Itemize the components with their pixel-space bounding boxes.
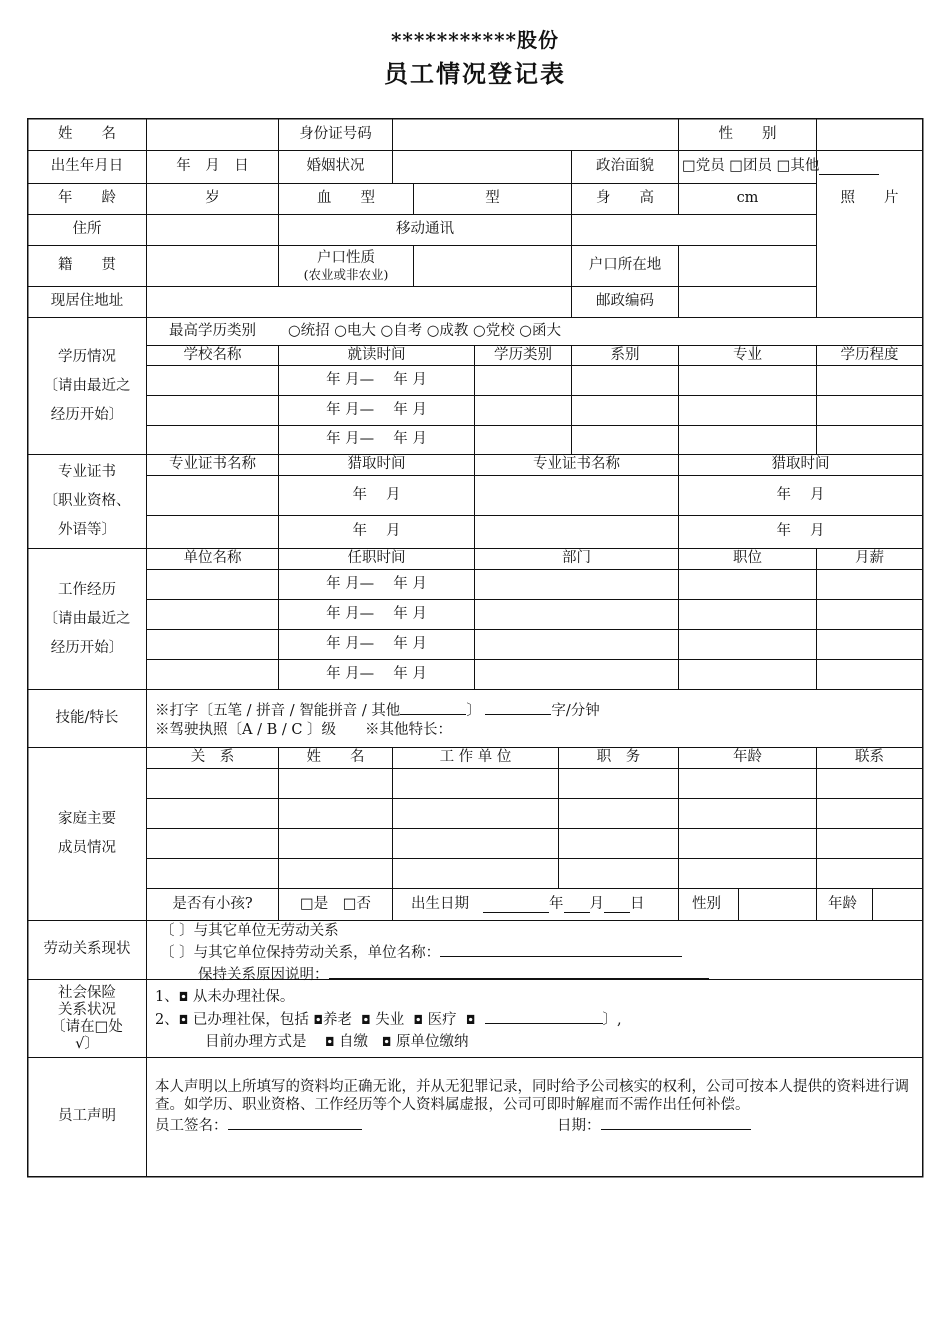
work-section-label bbox=[28, 549, 146, 689]
company-title: ***********股份 bbox=[390, 28, 560, 52]
edu-header-level: 学历程度 bbox=[840, 346, 899, 363]
mobile-field[interactable] bbox=[572, 215, 816, 245]
edu-period-1[interactable]: 年 月— 年 月 bbox=[326, 371, 427, 388]
social-done-text: 已办理社保，包括 bbox=[192, 1012, 309, 1029]
social-label-line3: 〔请在□处 bbox=[51, 1018, 123, 1035]
residence-field[interactable] bbox=[147, 215, 278, 245]
social-line-done[interactable] bbox=[155, 1008, 622, 1031]
cert-header-date-1: 猎取时间 bbox=[347, 456, 406, 473]
child-birth-day-blank[interactable] bbox=[604, 896, 630, 912]
cert-header-name-2: 专业证书名称 bbox=[533, 456, 620, 473]
education-label-line1: 学历情况 bbox=[58, 348, 116, 365]
education-label-line2: 〔请由最近之 bbox=[43, 377, 131, 394]
edu-header-department: 系别 bbox=[610, 346, 640, 363]
signature-label: 员工签名： bbox=[155, 1118, 228, 1135]
cert-date-4[interactable]: 年 月 bbox=[776, 523, 825, 540]
work-header-salary: 月薪 bbox=[855, 550, 884, 567]
typing-speed-blank[interactable] bbox=[485, 699, 551, 715]
child-birth-year-blank[interactable] bbox=[483, 896, 549, 912]
signature-line bbox=[155, 1114, 917, 1135]
marital-status-label: 婚姻状况 bbox=[306, 158, 365, 175]
typing-speed-unit: 字/分钟 bbox=[551, 703, 600, 720]
political-options-text: □党员 □团员 □其他 bbox=[682, 158, 820, 175]
education-section-label bbox=[28, 318, 146, 454]
family-label-line2: 成员情况 bbox=[58, 840, 116, 856]
edu-header-degree-type: 学历类别 bbox=[494, 346, 552, 363]
family-header-age: 年龄 bbox=[733, 749, 762, 766]
family-header-title: 职 务 bbox=[596, 749, 641, 766]
day-text: 日 bbox=[630, 895, 645, 912]
residence-label: 住所 bbox=[72, 221, 102, 238]
declaration-text: 本人声明以上所填写的资料均正确无讹，并从无犯罪记录，同时给予公司核实的权利，公司可按本人提供的资料进行调查。如学历、职业资格、工作经历等个人资料属虚报，公司可即时解雇而不需作出任何补偿。 bbox=[155, 1079, 909, 1113]
highest-degree-type-label: 最高学历类别 bbox=[169, 322, 256, 339]
hukou-location-field[interactable] bbox=[679, 246, 816, 286]
cert-label-line1: 专业证书 bbox=[58, 464, 116, 480]
social-label-line1: 社会保险 bbox=[58, 984, 116, 1001]
declaration-content bbox=[155, 1078, 917, 1168]
work-period-3[interactable]: 年 月— 年 月 bbox=[326, 635, 427, 652]
photo-box[interactable] bbox=[817, 214, 922, 317]
native-place-field[interactable] bbox=[147, 246, 278, 286]
has-child-options[interactable]: □是 □否 bbox=[300, 895, 371, 912]
political-other-blank[interactable] bbox=[819, 159, 879, 175]
child-birth-label: 出生日期 bbox=[411, 895, 469, 912]
edu-header-period: 就读时间 bbox=[347, 346, 406, 363]
labor-relation-label: 劳动关系现状 bbox=[43, 941, 131, 958]
social-line-method[interactable] bbox=[155, 1031, 468, 1053]
cert-date-1[interactable]: 年 月 bbox=[352, 486, 401, 503]
hukou-type-field[interactable] bbox=[414, 246, 571, 286]
age-field[interactable]: 岁 bbox=[205, 190, 220, 207]
labor-company-blank[interactable] bbox=[440, 941, 682, 957]
birth-label: 出生年月日 bbox=[50, 158, 124, 175]
social-label-line4: √〕 bbox=[75, 1035, 99, 1052]
mobile-label: 移动通讯 bbox=[396, 221, 454, 238]
date-label: 日期： bbox=[557, 1118, 601, 1135]
name-field[interactable] bbox=[147, 119, 278, 150]
social-num-2: 2、 bbox=[155, 1012, 179, 1029]
medical-text: 医疗 bbox=[427, 1012, 457, 1029]
edu-period-2[interactable]: 年 月— 年 月 bbox=[326, 401, 427, 418]
work-header-position: 职位 bbox=[733, 550, 762, 567]
orig-unit-radio-icon[interactable]: ◘ bbox=[381, 1035, 392, 1050]
labor-option-keep[interactable] bbox=[160, 941, 682, 963]
skills-content[interactable] bbox=[155, 699, 915, 743]
family-header-employer: 工 作 单 位 bbox=[439, 749, 512, 766]
skills-label: 技能/特长 bbox=[55, 709, 119, 726]
highest-degree-type-options[interactable]: ○统招 ○电大 ○自考 ○成教 ○党校 ○函大 bbox=[288, 322, 561, 339]
cert-label-line3: 外语等〕 bbox=[58, 522, 116, 538]
work-header-company: 单位名称 bbox=[183, 550, 242, 567]
year-text: 年 bbox=[549, 895, 564, 912]
hukou-type-label bbox=[279, 246, 413, 286]
work-header-period: 任职时间 bbox=[347, 550, 406, 567]
height-label: 身 高 bbox=[596, 190, 654, 207]
blood-type-field[interactable]: 型 bbox=[485, 190, 500, 207]
date-blank[interactable] bbox=[601, 1114, 751, 1130]
signature-blank[interactable] bbox=[228, 1114, 362, 1130]
photo-label: 照 片 bbox=[840, 190, 899, 207]
id-number-label: 身份证号码 bbox=[299, 125, 372, 142]
signature-field[interactable] bbox=[155, 1114, 557, 1135]
social-never-text: 从未办理社保。 bbox=[192, 989, 295, 1005]
height-field[interactable]: cm bbox=[736, 190, 759, 207]
family-label-line1: 家庭主要 bbox=[58, 811, 116, 827]
id-number-field[interactable] bbox=[393, 119, 678, 150]
social-label-line2: 关系状况 bbox=[58, 1001, 116, 1018]
other-insurance-blank[interactable] bbox=[485, 1008, 603, 1024]
cert-date-2[interactable]: 年 月 bbox=[352, 523, 401, 540]
typing-other-blank[interactable] bbox=[400, 699, 466, 715]
family-section-label bbox=[28, 748, 146, 920]
self-pay-text: 自缴 bbox=[339, 1034, 369, 1051]
typing-bracket: 〕 bbox=[466, 703, 481, 720]
address-label: 现居住地址 bbox=[50, 293, 124, 310]
hukou-type-note: (农业或非农业) bbox=[303, 267, 389, 283]
unemployment-radio-icon[interactable]: ◘ bbox=[361, 1013, 371, 1028]
hukou-location-label: 户口所在地 bbox=[588, 257, 662, 274]
birth-date-field[interactable]: 年 月 日 bbox=[176, 158, 249, 175]
work-label-line3: 经历开始〕 bbox=[50, 639, 124, 656]
family-header-name: 姓 名 bbox=[306, 749, 365, 766]
work-label-line1: 工作经历 bbox=[58, 581, 116, 598]
postcode-label: 邮政编码 bbox=[596, 293, 654, 310]
labor-reason-blank[interactable] bbox=[329, 963, 709, 979]
child-age-field[interactable] bbox=[873, 889, 922, 920]
address-field[interactable] bbox=[147, 287, 571, 317]
cert-header-name-1: 专业证书名称 bbox=[169, 456, 256, 473]
driving-line: ※驾驶执照〔A / B / C 〕级 ※其他特长： bbox=[155, 722, 453, 739]
child-birth-month-blank[interactable] bbox=[564, 896, 590, 912]
family-header-relation: 关 系 bbox=[190, 749, 235, 766]
native-place-label: 籍 贯 bbox=[58, 257, 116, 274]
gender-label: 性 别 bbox=[718, 125, 777, 142]
education-label-line3: 经历开始〕 bbox=[50, 406, 124, 423]
form-title: 员工情况登记表 bbox=[384, 59, 566, 88]
edu-period-3[interactable]: 年 月— 年 月 bbox=[326, 431, 427, 448]
political-status-options[interactable] bbox=[682, 151, 922, 183]
child-gender-field[interactable] bbox=[739, 889, 816, 920]
pension-text: 养老 bbox=[322, 1012, 352, 1029]
work-period-1[interactable]: 年 月— 年 月 bbox=[326, 575, 427, 592]
labor-relation-content[interactable] bbox=[160, 922, 920, 984]
postcode-field[interactable] bbox=[679, 287, 816, 317]
date-field[interactable] bbox=[557, 1114, 751, 1135]
orig-unit-text: 原单位缴纳 bbox=[395, 1034, 469, 1051]
self-pay-radio-icon[interactable]: ◘ bbox=[324, 1035, 335, 1050]
social-line-never[interactable] bbox=[155, 986, 294, 1008]
work-period-2[interactable]: 年 月— 年 月 bbox=[326, 605, 427, 622]
other-radio-icon[interactable]: ◘ bbox=[465, 1013, 476, 1028]
social-insurance-label bbox=[28, 980, 146, 1057]
labor-reason-text: 保持关系原因说明： bbox=[198, 967, 329, 984]
labor-keep-text: 〔 〕与其它单位保持劳动关系，单位名称： bbox=[160, 945, 441, 962]
work-period-4[interactable]: 年 月— 年 月 bbox=[326, 665, 427, 682]
marital-status-field[interactable] bbox=[393, 151, 571, 183]
social-line-end: 〕, bbox=[602, 1012, 622, 1029]
radio-icon[interactable]: ◘ bbox=[178, 990, 189, 1004]
declaration-label: 员工声明 bbox=[58, 1108, 116, 1125]
name-label: 姓 名 bbox=[58, 125, 116, 142]
age-label: 年 龄 bbox=[58, 190, 116, 207]
work-label-line2: 〔请由最近之 bbox=[43, 610, 131, 627]
typing-line bbox=[155, 699, 600, 721]
cert-header-date-2: 猎取时间 bbox=[771, 456, 830, 473]
month-text: 月 bbox=[589, 895, 604, 912]
labor-reason-line[interactable] bbox=[160, 963, 709, 985]
social-num-1: 1、 bbox=[155, 989, 179, 1005]
work-header-department: 部门 bbox=[562, 550, 591, 567]
blood-type-label: 血 型 bbox=[317, 190, 375, 207]
gender-field[interactable] bbox=[817, 119, 922, 150]
family-header-contact: 联系 bbox=[855, 749, 884, 766]
child-age-label: 年龄 bbox=[828, 895, 857, 912]
edu-header-major: 专业 bbox=[733, 346, 762, 363]
unemployment-text: 失业 bbox=[375, 1012, 405, 1029]
pension-radio-icon[interactable]: ◘ bbox=[313, 1013, 323, 1028]
certificates-section-label bbox=[28, 455, 146, 548]
has-child-label: 是否有小孩? bbox=[172, 895, 253, 912]
child-birth-date[interactable] bbox=[411, 889, 678, 920]
child-gender-label: 性别 bbox=[692, 895, 721, 912]
labor-option-none[interactable]: 〔 〕与其它单位无劳动关系 bbox=[160, 923, 339, 939]
medical-radio-icon[interactable]: ◘ bbox=[413, 1013, 423, 1028]
cert-date-3[interactable]: 年 月 bbox=[776, 486, 825, 503]
method-text: 目前办理方式是 bbox=[205, 1034, 307, 1051]
social-insurance-content[interactable] bbox=[155, 986, 915, 1054]
cert-label-line2: 〔职业资格、 bbox=[43, 493, 131, 509]
radio-icon[interactable]: ◘ bbox=[178, 1013, 189, 1028]
political-status-label: 政治面貌 bbox=[596, 158, 654, 175]
typing-method-text: ※打字〔五笔 / 拼音 / 智能拼音 / 其他 bbox=[155, 703, 401, 720]
hukou-type-text: 户口性质 bbox=[317, 249, 375, 266]
edu-header-school: 学校名称 bbox=[183, 346, 242, 363]
